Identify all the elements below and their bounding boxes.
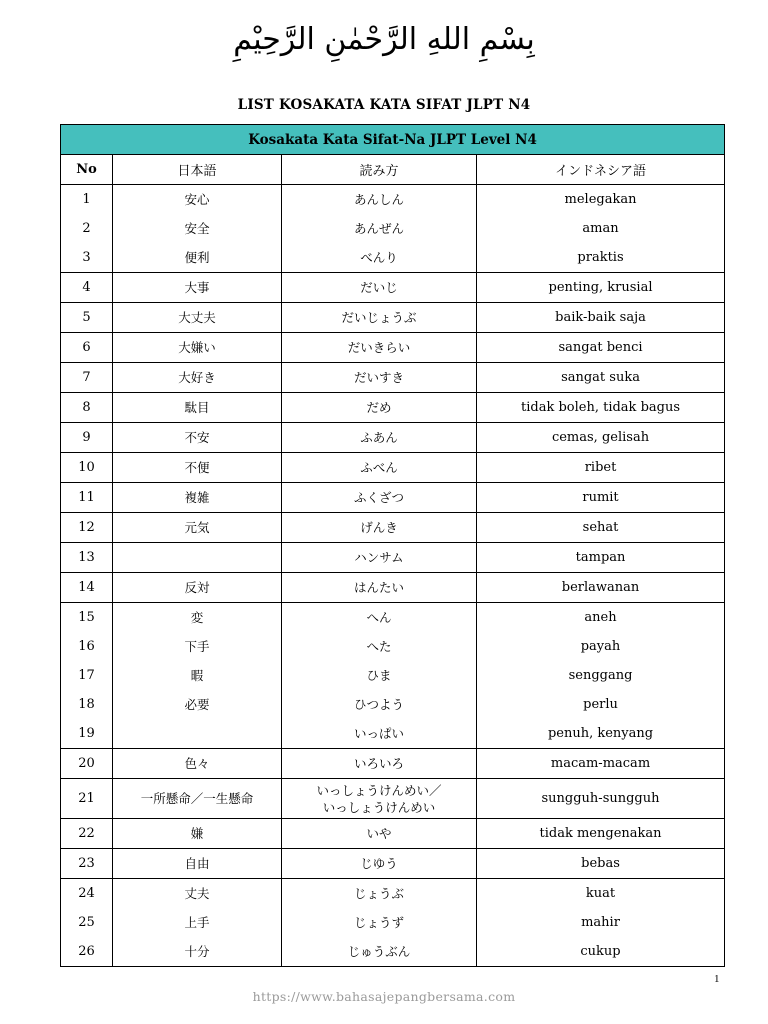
row-meaning: tampan	[477, 543, 725, 573]
row-kanji	[113, 719, 282, 749]
row-kanji: 不安	[113, 423, 282, 453]
header-indonesian: インドネシア語	[477, 155, 725, 185]
row-meaning: macam-macam	[477, 749, 725, 779]
row-meaning: kuat	[477, 879, 725, 909]
row-reading: ひつよう	[282, 690, 477, 719]
row-kanji: 暇	[113, 661, 282, 690]
row-number: 15	[61, 603, 113, 633]
row-reading: いや	[282, 819, 477, 849]
table-row	[61, 779, 725, 819]
row-meaning: melegakan	[477, 185, 725, 215]
row-kanji: 大事	[113, 273, 282, 303]
row-reading: じょうぶ	[282, 879, 477, 909]
row-number: 1	[61, 185, 113, 215]
row-kanji: 駄目	[113, 393, 282, 423]
table-row	[61, 363, 725, 393]
row-meaning: baik-baik saja	[477, 303, 725, 333]
row-meaning: aneh	[477, 603, 725, 633]
table-row	[61, 690, 725, 719]
table-row	[61, 303, 725, 333]
row-reading: ふあん	[282, 423, 477, 453]
row-kanji: 色々	[113, 749, 282, 779]
row-kanji: 丈夫	[113, 879, 282, 909]
row-kanji: 大好き	[113, 363, 282, 393]
footer-url[interactable]: https://www.bahasajepangbersama.com	[252, 989, 516, 1004]
table-banner: Kosakata Kata Sifat-Na JLPT Level N4	[61, 125, 725, 155]
row-reading: いろいろ	[282, 749, 477, 779]
table-row	[61, 719, 725, 749]
row-kanji: 複雑	[113, 483, 282, 513]
table-row	[61, 243, 725, 273]
row-kanji: 安全	[113, 214, 282, 243]
table-row	[61, 573, 725, 603]
table-row	[61, 749, 725, 779]
row-kanji	[113, 543, 282, 573]
row-number: 10	[61, 453, 113, 483]
bismillah-heading: بِسْمِ اللهِ الرَّحْمٰنِ الرَّحِيْمِ	[233, 22, 535, 57]
row-number: 25	[61, 908, 113, 937]
row-reading: べんり	[282, 243, 477, 273]
row-number: 2	[61, 214, 113, 243]
row-meaning: payah	[477, 632, 725, 661]
row-reading: じゆう	[282, 849, 477, 879]
row-reading: あんしん	[282, 185, 477, 215]
row-meaning: sehat	[477, 513, 725, 543]
page-number: 1	[714, 973, 720, 985]
row-meaning: cukup	[477, 937, 725, 967]
row-meaning: penting, krusial	[477, 273, 725, 303]
row-number: 7	[61, 363, 113, 393]
row-reading: だめ	[282, 393, 477, 423]
vocabulary-table	[60, 124, 725, 967]
table-row	[61, 879, 725, 909]
row-number: 21	[61, 779, 113, 819]
header-no: No	[61, 155, 113, 185]
row-meaning: senggang	[477, 661, 725, 690]
row-number: 13	[61, 543, 113, 573]
row-number: 24	[61, 879, 113, 909]
row-number: 19	[61, 719, 113, 749]
row-number: 23	[61, 849, 113, 879]
row-kanji: 上手	[113, 908, 282, 937]
row-kanji: 便利	[113, 243, 282, 273]
row-kanji: 変	[113, 603, 282, 633]
table-row	[61, 603, 725, 633]
row-reading: だいきらい	[282, 333, 477, 363]
table-row	[61, 453, 725, 483]
row-number: 12	[61, 513, 113, 543]
row-meaning: aman	[477, 214, 725, 243]
row-meaning: rumit	[477, 483, 725, 513]
row-reading: いっしょうけんめい／ いっしょうけんめい	[282, 779, 477, 819]
table-row	[61, 273, 725, 303]
row-kanji: 下手	[113, 632, 282, 661]
row-kanji: 大丈夫	[113, 303, 282, 333]
row-kanji: 反対	[113, 573, 282, 603]
table-row	[61, 513, 725, 543]
table-body	[61, 185, 725, 967]
row-kanji: 嫌	[113, 819, 282, 849]
table-row	[61, 849, 725, 879]
row-kanji: 不便	[113, 453, 282, 483]
row-meaning: sangat benci	[477, 333, 725, 363]
row-reading: げんき	[282, 513, 477, 543]
table-row	[61, 393, 725, 423]
row-reading: ひま	[282, 661, 477, 690]
document-title: LIST KOSAKATA KATA SIFAT JLPT N4	[237, 97, 531, 113]
table-row	[61, 908, 725, 937]
row-kanji: 自由	[113, 849, 282, 879]
row-number: 22	[61, 819, 113, 849]
row-reading: へた	[282, 632, 477, 661]
row-reading: ふべん	[282, 453, 477, 483]
table-row	[61, 185, 725, 215]
row-number: 17	[61, 661, 113, 690]
row-meaning: berlawanan	[477, 573, 725, 603]
row-number: 4	[61, 273, 113, 303]
header-japanese: 日本語	[113, 155, 282, 185]
row-reading: だいすき	[282, 363, 477, 393]
row-reading: へん	[282, 603, 477, 633]
row-number: 20	[61, 749, 113, 779]
table-row	[61, 632, 725, 661]
header-reading: 読み方	[282, 155, 477, 185]
row-reading: ハンサム	[282, 543, 477, 573]
row-meaning: tidak mengenakan	[477, 819, 725, 849]
row-kanji: 安心	[113, 185, 282, 215]
row-kanji: 大嫌い	[113, 333, 282, 363]
table-row	[61, 937, 725, 967]
row-number: 9	[61, 423, 113, 453]
row-meaning: penuh, kenyang	[477, 719, 725, 749]
row-meaning: mahir	[477, 908, 725, 937]
row-meaning: cemas, gelisah	[477, 423, 725, 453]
row-kanji: 一所懸命／一生懸命	[113, 779, 282, 819]
row-meaning: sungguh-sungguh	[477, 779, 725, 819]
row-reading: じゅうぶん	[282, 937, 477, 967]
row-reading: じょうず	[282, 908, 477, 937]
row-reading: だいじょうぶ	[282, 303, 477, 333]
row-number: 5	[61, 303, 113, 333]
row-meaning: perlu	[477, 690, 725, 719]
row-reading: だいじ	[282, 273, 477, 303]
row-number: 8	[61, 393, 113, 423]
row-reading: あんぜん	[282, 214, 477, 243]
table-row	[61, 819, 725, 849]
row-number: 16	[61, 632, 113, 661]
table-row	[61, 661, 725, 690]
row-number: 11	[61, 483, 113, 513]
row-reading: いっぱい	[282, 719, 477, 749]
table-row	[61, 483, 725, 513]
row-meaning: praktis	[477, 243, 725, 273]
row-meaning: tidak boleh, tidak bagus	[477, 393, 725, 423]
row-reading: はんたい	[282, 573, 477, 603]
row-number: 3	[61, 243, 113, 273]
row-number: 6	[61, 333, 113, 363]
row-meaning: sangat suka	[477, 363, 725, 393]
table-row	[61, 543, 725, 573]
row-meaning: ribet	[477, 453, 725, 483]
row-number: 14	[61, 573, 113, 603]
row-number: 26	[61, 937, 113, 967]
row-kanji: 十分	[113, 937, 282, 967]
row-meaning: bebas	[477, 849, 725, 879]
table-row	[61, 423, 725, 453]
row-reading: ふくざつ	[282, 483, 477, 513]
row-number: 18	[61, 690, 113, 719]
table-row	[61, 214, 725, 243]
row-kanji: 元気	[113, 513, 282, 543]
table-row	[61, 333, 725, 363]
row-kanji: 必要	[113, 690, 282, 719]
